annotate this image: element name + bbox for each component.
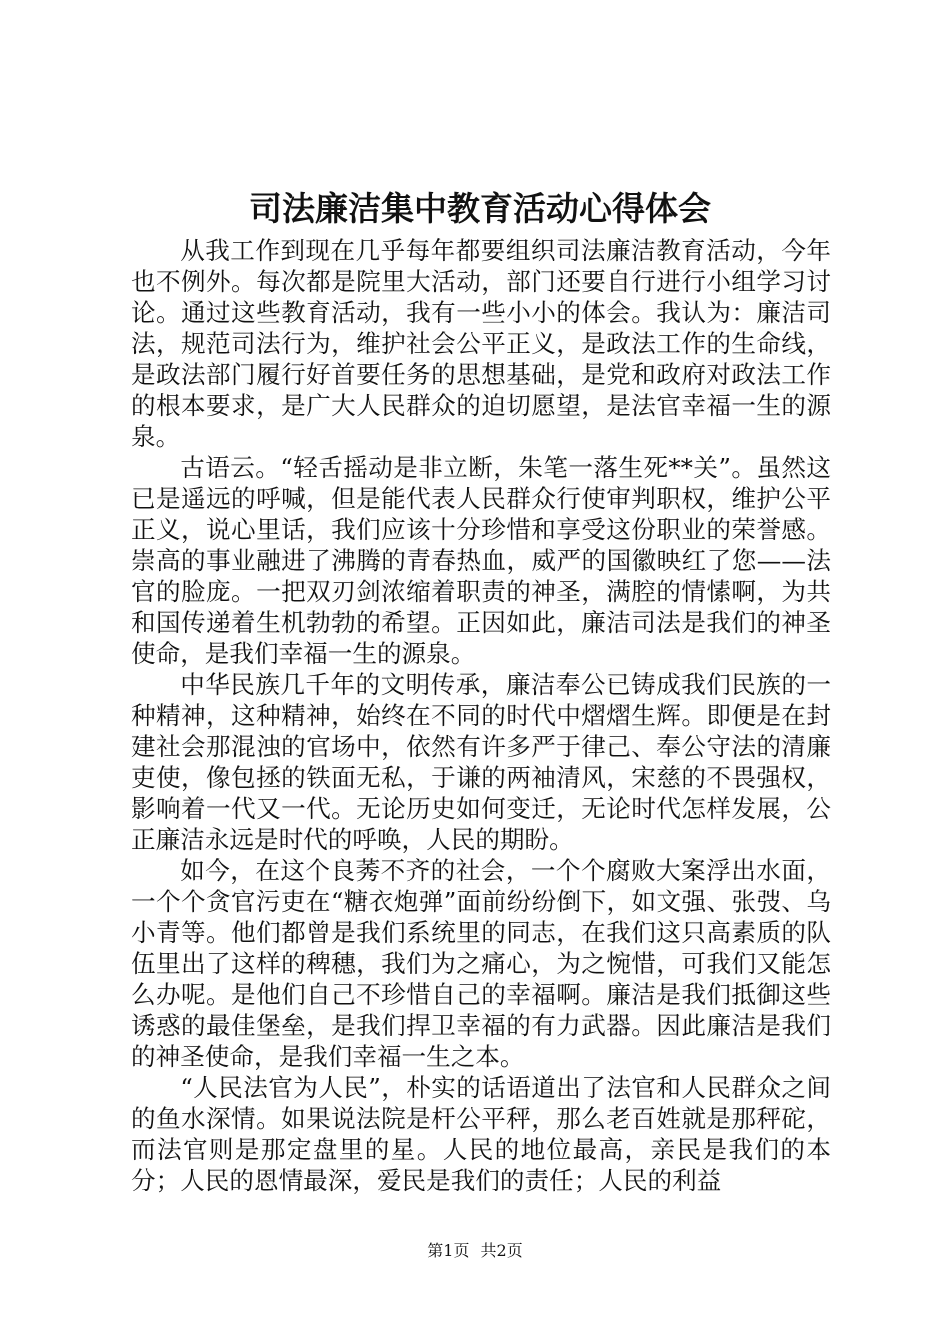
paragraph-4: 如今，在这个良莠不齐的社会，一个个腐败大案浮出水面，一个个贪官污吏在“糖衣炮弹”面前纷纷倒下，如文强、张弢、乌小青等。他们都曾是我们系统里的同志，在我们这只高素质的队伍里出了这样的稗穗，我们为之痛心，为之惋惜，可我们又能怎么办呢。是他们自己不珍惜自己的幸福啊。廉洁是我们抵御这些诱惑的最佳堡垒，是我们捍卫幸福的有力武器。因此廉洁是我们的神圣使命，是我们幸福一生之本。 (131, 856, 831, 1071)
paragraph-1: 从我工作到现在几乎每年都要组织司法廉洁教育活动，今年也不例外。每次都是院里大活动，部门还要自行进行小组学习讨论。通过这些教育活动，我有一些小小的体会。我认为：廉洁司法，规范司法行为，维护社会公平正义，是政法工作的生命线，是政法部门履行好首要任务的思想基础，是党和政府对政法工作的根本要求，是广大人民群众的迫切愿望，是法官幸福一生的源泉。 (131, 236, 831, 451)
page-number: 第1页 (427, 1241, 470, 1260)
paragraph-2: 古语云。“轻舌摇动是非立断，朱笔一落生死**关”。虽然这已是遥远的呼喊，但是能代表人民群众行使审判职权，维护公平正义，说心里话，我们应该十分珍惜和享受这份职业的荣誉感。崇高的事业融进了沸腾的青春热血，威严的国徽映红了您——法官的脸庞。一把双刃剑浓缩着职责的神圣，满腔的情愫啊，为共和国传递着生机勃勃的希望。正因如此，廉洁司法是我们的神圣使命，是我们幸福一生的源泉。 (131, 453, 831, 668)
page-total: 共2页 (480, 1241, 523, 1260)
document-title: 司法廉洁集中教育活动心得体会 (249, 189, 711, 228)
document-body (131, 235, 831, 1196)
paragraph-5: “人民法官为人民”，朴实的话语道出了法官和人民群众之间的鱼水深情。如果说法院是杆公平秤，那么老百姓就是那秤砣，而法官则是那定盘里的星。人民的地位最高，亲民是我们的本分；人民的恩情最深，爱民是我们的责任；人民的利益 (131, 1073, 831, 1195)
paragraph-3: 中华民族几千年的文明传承，廉洁奉公已铸成我们民族的一种精神，这种精神，始终在不同的时代中熠熠生辉。即便是在封建社会那混浊的官场中，依然有许多严于律己、奉公守法的清廉吏使，像包拯的铁面无私，于谦的两袖清风，宋慈的不畏强权，影响着一代又一代。无论历史如何变迁，无论时代怎样发展，公正廉洁永远是时代的呼唤，人民的期盼。 (131, 670, 831, 854)
page-footer (0, 1240, 950, 1262)
